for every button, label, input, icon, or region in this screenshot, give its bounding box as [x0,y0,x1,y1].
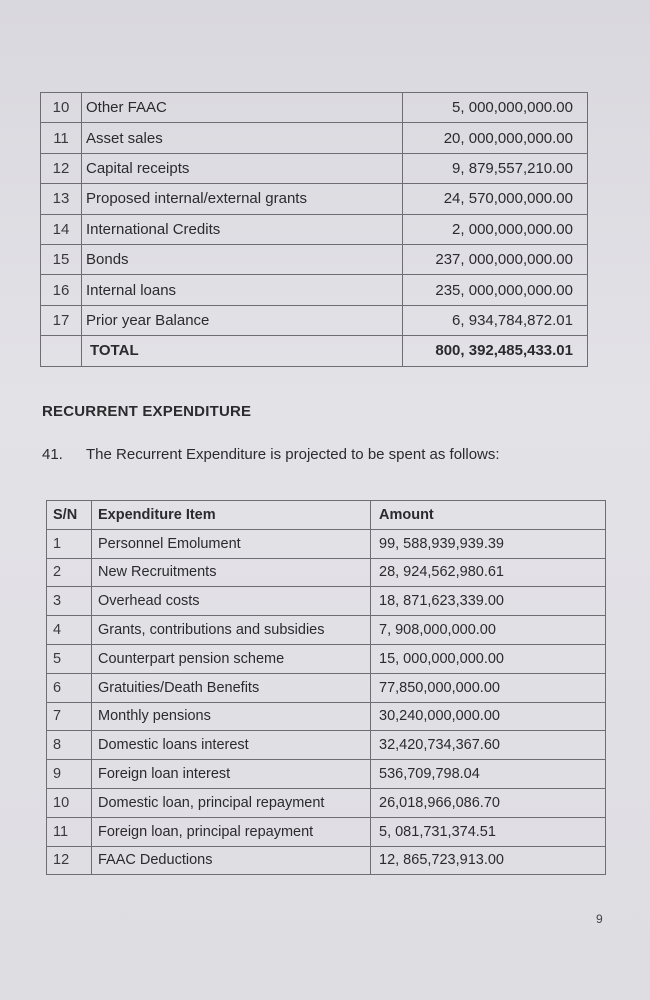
expenditure-amount: 99, 588,939,939.39 [371,529,606,558]
header-amount: Amount [371,501,606,530]
expenditure-row [47,817,606,846]
paragraph [42,446,500,463]
expenditure-row [47,644,606,673]
expenditure-sn: 1 [47,529,92,558]
revenue-amount: 24, 570,000,000.00 [403,184,588,214]
header-item: Expenditure Item [92,501,371,530]
revenue-row [41,305,588,335]
revenue-row [41,275,588,305]
revenue-amount: 235, 000,000,000.00 [403,275,588,305]
revenue-amount: 5, 000,000,000.00 [403,93,588,123]
expenditure-sn: 10 [47,788,92,817]
revenue-sn: 13 [41,184,82,214]
expenditure-sn: 8 [47,731,92,760]
paragraph-text: The Recurrent Expenditure is projected to be spent as follows: [86,446,500,463]
revenue-total-row [41,336,588,366]
revenue-item: Capital receipts [82,153,403,183]
revenue-sn: 15 [41,244,82,274]
revenue-sn: 14 [41,214,82,244]
expenditure-item: New Recruitments [92,558,371,587]
expenditure-amount: 7, 908,000,000.00 [371,616,606,645]
expenditure-table-body [47,529,606,875]
expenditure-sn: 2 [47,558,92,587]
expenditure-row [47,616,606,645]
expenditure-item: Personnel Emolument [92,529,371,558]
expenditure-sn: 9 [47,760,92,789]
expenditure-sn: 11 [47,817,92,846]
expenditure-amount: 536,709,798.04 [371,760,606,789]
expenditure-row [47,846,606,875]
revenue-sn: 16 [41,275,82,305]
expenditure-amount: 26,018,966,086.70 [371,788,606,817]
revenue-item: International Credits [82,214,403,244]
revenue-row [41,153,588,183]
revenue-sn: 11 [41,123,82,153]
expenditure-item: Foreign loan, principal repayment [92,817,371,846]
expenditure-row [47,788,606,817]
revenue-row [41,93,588,123]
revenue-item: Internal loans [82,275,403,305]
page-number: 9 [596,912,603,926]
revenue-item: Bonds [82,244,403,274]
revenue-sn: 17 [41,305,82,335]
expenditure-item: Domestic loans interest [92,731,371,760]
expenditure-amount: 28, 924,562,980.61 [371,558,606,587]
revenue-row [41,214,588,244]
expenditure-amount: 12, 865,723,913.00 [371,846,606,875]
expenditure-item: Gratuities/Death Benefits [92,673,371,702]
expenditure-item: Grants, contributions and subsidies [92,616,371,645]
revenue-row [41,184,588,214]
expenditure-amount: 18, 871,623,339.00 [371,587,606,616]
expenditure-row [47,558,606,587]
revenue-total-label: TOTAL [82,336,403,366]
revenue-amount: 2, 000,000,000.00 [403,214,588,244]
expenditure-row [47,529,606,558]
expenditure-amount: 77,850,000,000.00 [371,673,606,702]
revenue-total-amount: 800, 392,485,433.01 [403,336,588,366]
revenue-amount: 6, 934,784,872.01 [403,305,588,335]
revenue-total-sn [41,336,82,366]
expenditure-item: Domestic loan, principal repayment [92,788,371,817]
expenditure-item: FAAC Deductions [92,846,371,875]
section-heading: RECURRENT EXPENDITURE [42,403,252,420]
expenditure-item: Monthly pensions [92,702,371,731]
revenue-item: Proposed internal/external grants [82,184,403,214]
expenditure-item: Foreign loan interest [92,760,371,789]
revenue-table [40,92,588,367]
revenue-item: Asset sales [82,123,403,153]
expenditure-amount: 32,420,734,367.60 [371,731,606,760]
expenditure-sn: 12 [47,846,92,875]
revenue-item: Other FAAC [82,93,403,123]
header-sn: S/N [47,501,92,530]
revenue-amount: 9, 879,557,210.00 [403,153,588,183]
expenditure-amount: 15, 000,000,000.00 [371,644,606,673]
expenditure-row [47,587,606,616]
expenditure-sn: 5 [47,644,92,673]
expenditure-amount: 5, 081,731,374.51 [371,817,606,846]
expenditure-row [47,760,606,789]
expenditure-row [47,673,606,702]
revenue-sn: 12 [41,153,82,183]
expenditure-sn: 4 [47,616,92,645]
expenditure-sn: 3 [47,587,92,616]
revenue-amount: 237, 000,000,000.00 [403,244,588,274]
expenditure-sn: 6 [47,673,92,702]
expenditure-amount: 30,240,000,000.00 [371,702,606,731]
revenue-item: Prior year Balance [82,305,403,335]
revenue-amount: 20, 000,000,000.00 [403,123,588,153]
revenue-row [41,123,588,153]
expenditure-item: Overhead costs [92,587,371,616]
paragraph-number: 41. [42,446,63,463]
expenditure-row [47,702,606,731]
expenditure-header-row [47,501,606,530]
revenue-row [41,244,588,274]
revenue-table-body [41,93,588,367]
expenditure-table [46,500,606,875]
revenue-sn: 10 [41,93,82,123]
expenditure-item: Counterpart pension scheme [92,644,371,673]
expenditure-row [47,731,606,760]
expenditure-sn: 7 [47,702,92,731]
